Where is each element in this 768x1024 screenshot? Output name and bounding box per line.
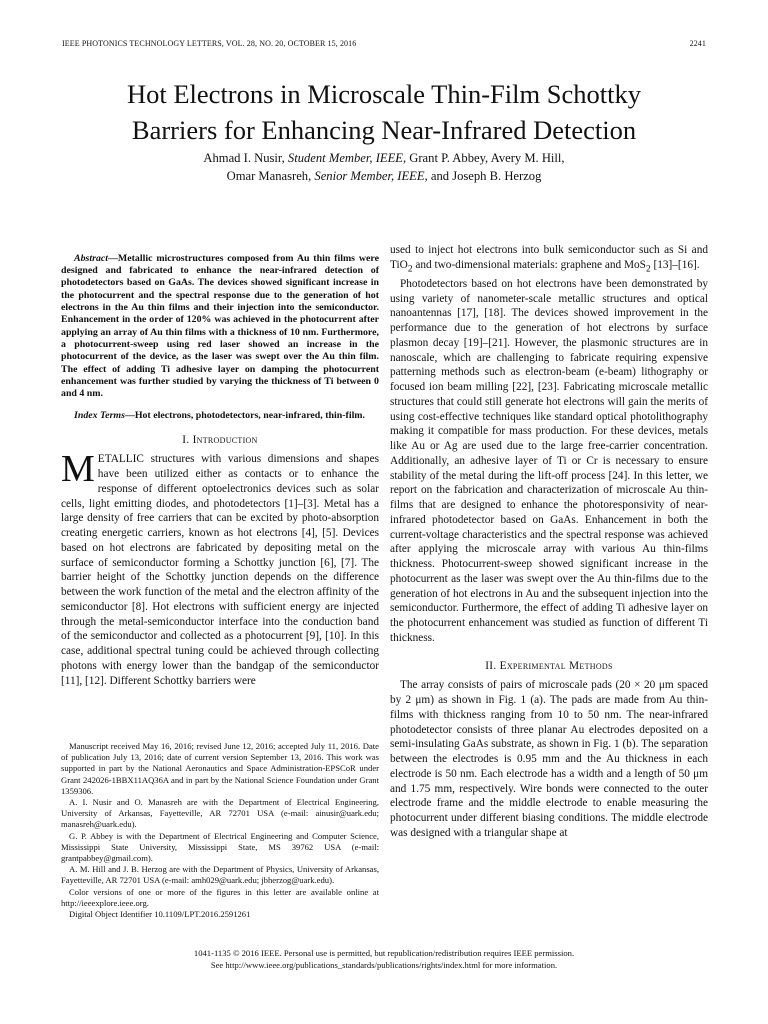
footnote-doi: Digital Object Identifier 10.1109/LPT.2016.2591261 — [69, 909, 251, 920]
continued-text-b: and two-dimensional materials: graphene and MoS — [412, 258, 646, 271]
author-line-1 — [40, 150, 728, 168]
abstract-text: Metallic microstructures composed from Au thin films were designed and fabricated to enhance the near-infrared detection of photodetectors based on GaAs. The devices showed significant increase in the photocurrent and the spectral response due to the generation of hot electrons in the Au thin films and their injection into the semiconductor. Enhancement in the order of 120% was achieved in the photocurrent after applying an array of Au thin films with a thickness of 10 nm. Furthermore, a photocurrent-sweep using red laser showed an increase in the photocurrent of the device, as the laser was swept over the Au thin film. The effect of adding Ti adhesive layer on damping the photocurrent enhancement was further studied by varying the thickness of Ti between 0 and 4 nm. — [61, 252, 379, 400]
copyright-line-2: See http://www.ieee.org/publications_standards/publications/rights/index.html for more information. — [210, 959, 558, 970]
footnote-hill-herzog: A. M. Hill and J. B. Herzog are with the Department of Physics, University of Arkansas, Fayetteville, AR 72701 USA (e-mail: amh029@uark.edu; jbherzog@uark.edu). — [61, 864, 379, 886]
journal-name: IEEE PHOTONICS TECHNOLOGY LETTERS, VOL. 28, NO. 20, OCTOBER 15, 2016 — [62, 39, 357, 48]
abstract-dash: — — [108, 252, 118, 264]
footnote-abbey: G. P. Abbey is with the Department of Electrical Engineering and Computer Science, Mississippi State University, Mississippi State, MS 39762 USA (e-mail: grantpabbey@gmail.com). — [61, 830, 379, 864]
footnotes — [61, 741, 379, 920]
footnote-manuscript: Manuscript received May 16, 2016; revised June 12, 2016; accepted July 11, 2016. Date of publication July 13, 2016; date of current version September 13, 2016. This work was supported in part by the National Aeronautics and Space Administration-EPSCoR under Grant 242026-1BBX11AQ36A and in part by the National Science Foundation under Grant 1359306. — [61, 741, 379, 796]
author-list — [40, 150, 728, 185]
footnote-nusir-manasreh: A. I. Nusir and O. Manasreh are with the Department of Electrical Engineering, University of Arkansas, Fayetteville, AR 72701 USA (e-mail: ainusir@uark.edu; manasreh@uark.edu). — [61, 797, 379, 830]
index-terms-dash: — — [124, 410, 135, 422]
left-column — [61, 243, 379, 688]
running-head — [62, 39, 706, 48]
abstract-label: Abstract — [74, 252, 109, 264]
abstract — [61, 253, 379, 401]
author-manasreh: Omar Manasreh, — [226, 168, 315, 183]
right-column — [390, 243, 708, 841]
copyright-notice — [40, 948, 728, 971]
section-heading-introduction: I. Introduction — [182, 433, 258, 446]
title-line-1: Hot Electrons in Microscale Thin-Film Schottky — [127, 79, 641, 109]
paper-title — [40, 76, 728, 148]
footnote-color-versions: Color versions of one or more of the figures in this letter are available online at http://ieeexplore.ieee.org. — [61, 886, 379, 908]
continued-paragraph — [390, 243, 708, 277]
author-role: Student Member, IEEE — [287, 151, 403, 165]
introduction-paragraph — [61, 448, 379, 688]
author-abbey-hill: , Grant P. Abbey, Avery M. Hill, — [402, 151, 565, 165]
introduction-text: structures with various dimensions and shapes have been utilized either as contacts or to enhance the response of different optoelectronics devices such as solar cells, light emitting diodes, and photodetectors [1]–[3]. Metal has a large density of free carriers that can be excited by photo-absorption creating energetic carriers, known as hot electrons [4], [5]. Devices based on hot electrons are fabricated by depositing metal on the surface of semiconductor forming a Schottky junction [6], [7]. The barrier height of the Schottky junction depends on the difference between the work function of the metal and the electron affinity of the semiconductor [8]. Hot electrons with sufficient energy are injected through the metal-semiconductor interface into the conduction band of the semiconductor and collected as a photocurrent [9], [10]. In this case, additional spectral tuning could be achieved through collecting photons with energy lower than the bandgap of the semiconductor [11], [12]. Different Schottky barriers were — [61, 453, 379, 687]
section-heading-experimental-methods: II. Experimental Methods — [485, 659, 613, 672]
subscript: 2 — [407, 264, 413, 274]
title-line-2: Barriers for Enhancing Near-Infrared Detection — [131, 115, 637, 145]
author-herzog: , and Joseph B. Herzog — [424, 168, 542, 183]
author-role: Senior Member, IEEE — [314, 168, 425, 183]
index-terms — [61, 410, 379, 422]
author-nusir: Ahmad I. Nusir, — [203, 151, 288, 165]
author-line-2 — [40, 168, 728, 186]
copyright-line-1: 1041-1135 © 2016 IEEE. Personal use is permitted, but republication/redistribution requires IEEE permission. — [193, 948, 575, 958]
photodetector-paragraph: Photodetectors based on hot electrons have been demonstrated by using variety of nanometer-scale metallic structures and optical nanoantennas [17], [18]. The devices showed improvement in the performance due to the generation of hot electrons by surface plasmon decay [19]–[21]. However, the plasmonic structures are in nanoscale, which are challenging to fabricate requiring expensive patterning methods such as electron-beam (e-beam) lithography or focused ion beam milling [22], [23]. Fabricating microscale metallic structures that could still generate hot electrons will gain the merits of using cost-effective techniques like standard optical photolithography making it compatible for mass production. For these devices, metals like Au or Ag are used due to the large free-carrier concentration. Additionally, an adhesive layer of Ti or Cr is necessary to ensure stability of the metal during the lift-off process [24]. In this letter, we report on the fabrication and characterization of microscale Au thin-films that are designed to enhance the photoresponsivity of near-infrared photodetector based on GaAs. Enhancement in both the current-voltage characteristics and the spectral response was achieved after applying the microscale array with various Au thin-films thickness. Photocurrent-sweep showed significant increase in the photocurrent as the laser was swept over the Au thin-films due to the generation of hot electrons in Au and the subsequent injection into the semiconductor. Furthermore, the effect of adding Ti adhesive layer on the photocurrent enhancement was studied as function of different Ti thickness. — [390, 277, 708, 644]
page-number: 2241 — [689, 39, 706, 48]
experimental-methods-paragraph: The array consists of pairs of microscale pads (20 × 20 μm spaced by 2 μm) as shown in Fig. 1 (a). The pads are made from Au thin-films with thickness ranging from 10 to 50 nm. The near-infrared photodetector consists of three planar Au electrodes deposited on a semi-insulating GaAs substrate, as shown in Fig. 1 (b). The separation between the electrodes is 0.95 mm and the Au thickness in each electrode is 50 nm. Each electrode has a width and a length of 50 μm and 1.75 mm, respectively. Wire bonds were connected to the outer electrode frame and the middle electrode to enable measuring the photocurrent under different biasing conditions. The middle electrode was designed with a triangular shape at — [390, 679, 708, 839]
continued-text-c: [13]–[16]. — [650, 258, 700, 271]
continued-text-a: used to inject hot electrons into bulk semiconductor such as Si and TiO — [390, 244, 708, 271]
lead-word: ETALLIC — [97, 453, 144, 466]
index-terms-text: Hot electrons, photodetectors, near-infrared, thin-film. — [134, 410, 366, 422]
index-terms-label: Index Terms — [74, 410, 125, 422]
drop-cap: M — [61, 448, 95, 491]
subscript: 2 — [645, 264, 651, 274]
